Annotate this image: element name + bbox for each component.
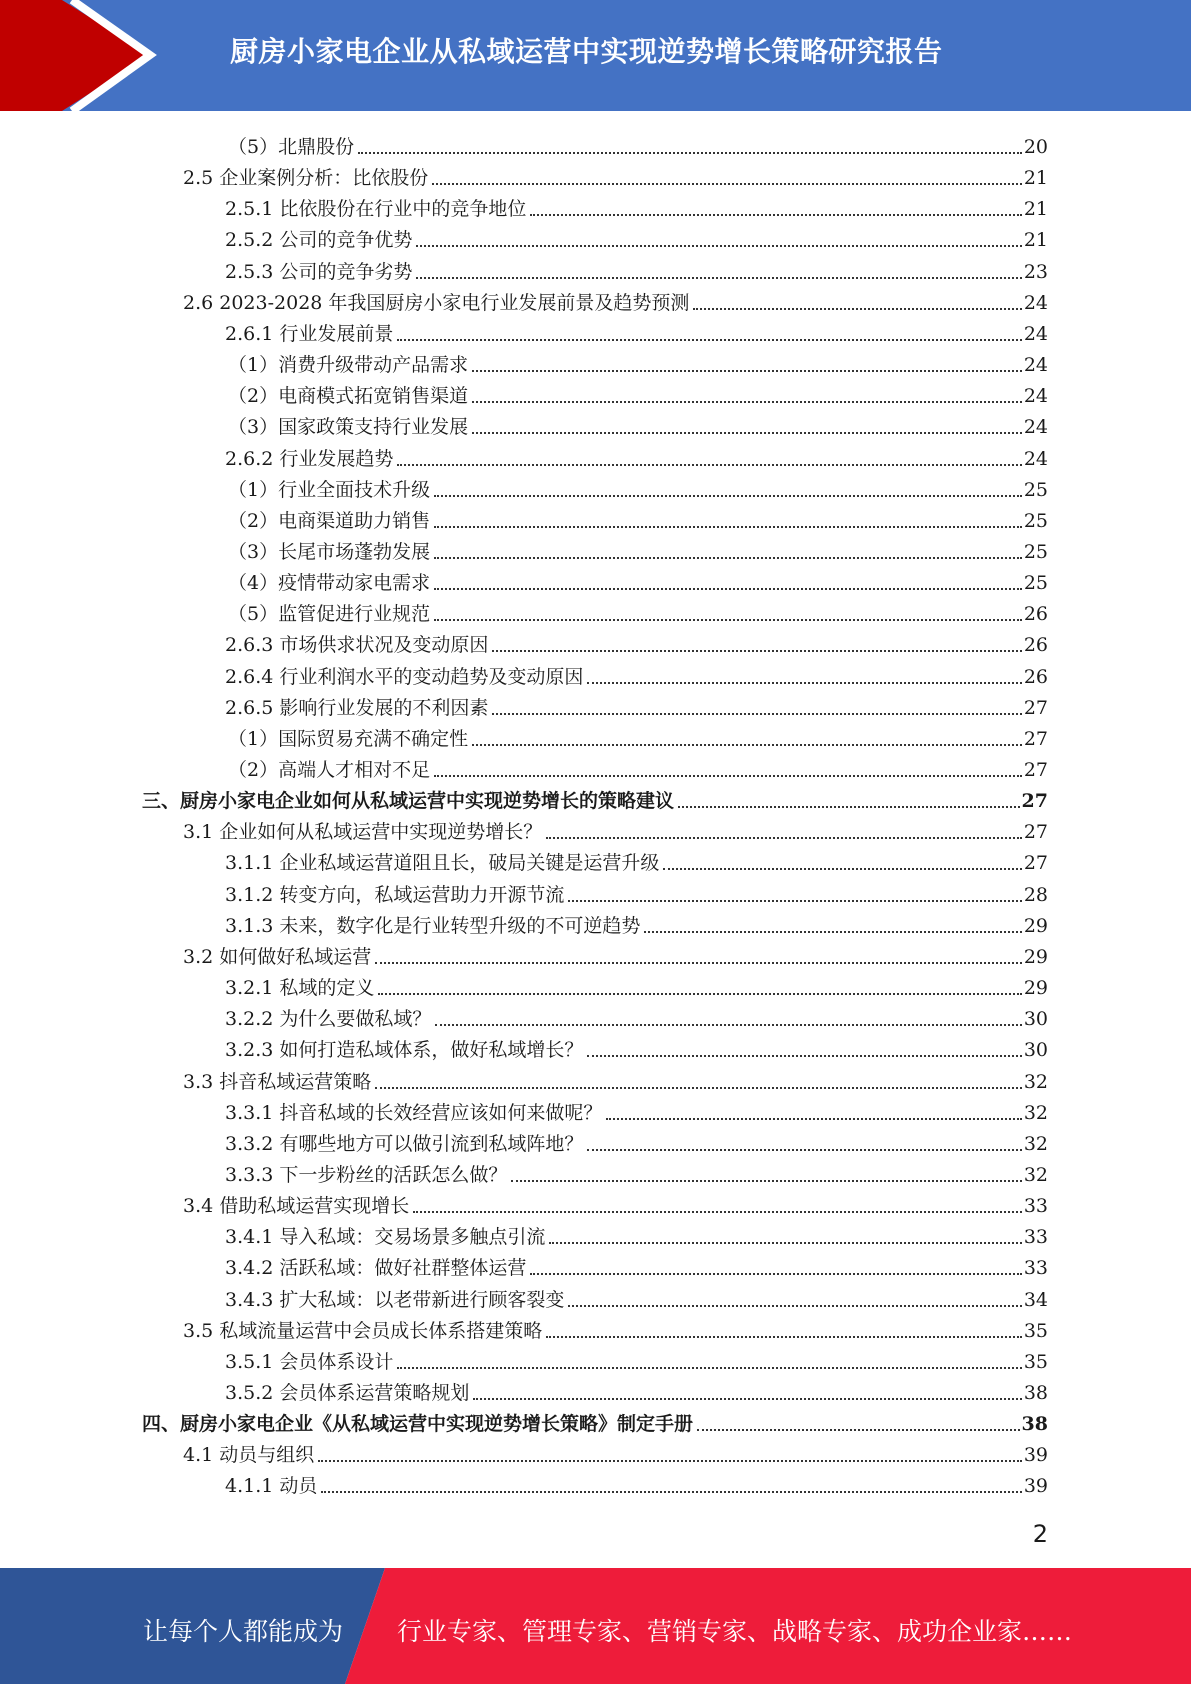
toc-dot-leader xyxy=(472,401,1022,403)
toc-entry-page: 33 xyxy=(1023,1257,1048,1280)
toc-entry-page: 30 xyxy=(1023,1039,1048,1062)
toc-entry-page: 39 xyxy=(1023,1444,1048,1467)
toc-dot-leader xyxy=(435,1024,1021,1026)
toc-entry-page: 32 xyxy=(1023,1101,1048,1124)
toc-entry-page: 33 xyxy=(1023,1195,1048,1218)
toc-entry-page: 20 xyxy=(1023,136,1048,158)
toc-dot-leader xyxy=(416,245,1021,247)
toc-entry-page: 29 xyxy=(1023,977,1048,1000)
toc-entry-page: 24 xyxy=(1023,291,1048,314)
toc-entry-label: （1）国际贸易充满不确定性 xyxy=(228,727,469,750)
toc-entry-page: 21 xyxy=(1023,198,1048,221)
toc-entry[interactable] xyxy=(0,907,1191,938)
toc-entry[interactable] xyxy=(0,1405,1191,1436)
toc-entry-page: 27 xyxy=(1023,696,1048,719)
page-number: 2 xyxy=(1032,1520,1048,1548)
toc-entry-page: 21 xyxy=(1023,167,1048,190)
toc-entry-label: 3.2.1 私域的定义 xyxy=(225,977,375,1000)
toc-dot-leader xyxy=(321,1491,1021,1493)
toc-entry[interactable] xyxy=(0,626,1191,657)
report-title: 厨房小家电企业从私域运营中实现逆势增长策略研究报告 xyxy=(230,35,943,68)
toc-dot-leader xyxy=(434,557,1022,559)
toc-entry-page: 24 xyxy=(1023,322,1048,345)
toc-entry-page: 27 xyxy=(1021,790,1048,813)
toc-entry-label: 3.3.1 抖音私域的长效经营应该如何来做呢？ xyxy=(225,1101,603,1124)
toc-dot-leader xyxy=(318,1460,1022,1462)
toc-entry-label: 四、厨房小家电企业《从私域运营中实现逆势增长策略》制定手册 xyxy=(142,1413,694,1436)
toc-entry[interactable] xyxy=(0,440,1191,471)
toc-dot-leader xyxy=(416,277,1021,279)
toc-dot-leader xyxy=(663,868,1021,870)
toc-dot-leader xyxy=(434,775,1022,777)
toc-entry-label: （2）电商渠道助力销售 xyxy=(228,509,431,532)
toc-dot-leader xyxy=(568,1305,1021,1307)
toc-entry[interactable] xyxy=(0,658,1191,689)
toc-entry-page: 27 xyxy=(1023,852,1048,875)
toc-dot-leader xyxy=(606,1118,1021,1120)
toc-entry[interactable] xyxy=(0,1249,1191,1280)
toc-entry[interactable] xyxy=(0,284,1191,315)
toc-dot-leader xyxy=(530,1273,1021,1275)
toc-dot-leader xyxy=(358,152,1022,154)
toc-entry[interactable] xyxy=(0,720,1191,751)
page-header xyxy=(0,0,1191,111)
toc-entry[interactable] xyxy=(0,751,1191,782)
toc-dot-leader xyxy=(568,900,1021,902)
toc-entry-label: 3.4.3 扩大私域：以老带新进行顾客裂变 xyxy=(225,1288,565,1311)
footer-slogan-left: 让每个人都能成为 xyxy=(143,1617,344,1646)
toc-dot-leader xyxy=(693,308,1021,310)
toc-entry-label: 3.5 私域流量运营中会员成长体系搭建策略 xyxy=(183,1319,543,1342)
toc-entry-label: 2.6.2 行业发展趋势 xyxy=(225,447,394,470)
toc-dot-leader xyxy=(530,214,1021,216)
toc-entry-page: 34 xyxy=(1023,1288,1048,1311)
toc-entry[interactable] xyxy=(0,377,1191,408)
toc-entry-label: （4）疫情带动家电需求 xyxy=(228,572,431,595)
toc-entry[interactable] xyxy=(0,253,1191,284)
toc-entry-label: （2）高端人才相对不足 xyxy=(228,759,431,781)
toc-dot-leader xyxy=(492,650,1021,652)
toc-entry-label: 4.1 动员与组织 xyxy=(183,1444,315,1467)
toc-entry[interactable] xyxy=(0,1218,1191,1249)
toc-entry[interactable] xyxy=(0,533,1191,564)
footer-slogan-right: 行业专家、管理专家、营销专家、战略专家、成功企业家…… xyxy=(397,1617,1073,1646)
toc-entry[interactable] xyxy=(0,471,1191,502)
toc-entry-label: 3.1.1 企业私域运营道阻且长，破局关键是运营升级 xyxy=(225,852,660,875)
toc-entry-page: 25 xyxy=(1023,478,1048,501)
toc-entry-label: 3.4.1 导入私域：交易场景多触点引流 xyxy=(225,1226,546,1249)
page-footer xyxy=(0,1568,1191,1684)
toc-entry-label: 3.2.2 为什么要做私域？ xyxy=(225,1008,432,1031)
toc-entry-label: 3.3 抖音私域运营策略 xyxy=(183,1070,372,1093)
toc-entry-page: 25 xyxy=(1023,509,1048,532)
toc-entry-page: 35 xyxy=(1023,1350,1048,1373)
toc-dot-leader xyxy=(397,1367,1021,1369)
toc-entry-label: 2.5.1 比依股份在行业中的竞争地位 xyxy=(225,198,527,221)
toc-entry-label: （5）监管促进行业规范 xyxy=(228,603,431,626)
toc-entry-label: 4.1.1 动员 xyxy=(225,1475,318,1498)
toc-dot-leader xyxy=(473,1398,1021,1400)
toc-entry-page: 23 xyxy=(1023,260,1048,283)
toc-entry-label: 2.5.3 公司的竞争劣势 xyxy=(225,260,413,283)
toc-entry[interactable] xyxy=(0,1436,1191,1467)
toc-dot-leader xyxy=(549,1242,1021,1244)
toc-entry-page: 27 xyxy=(1023,727,1048,750)
toc-entry-label: 3.3.2 有哪些地方可以做引流到私域阵地？ xyxy=(225,1132,584,1155)
toc-entry-label: 2.6.5 影响行业发展的不利因素 xyxy=(225,696,489,719)
toc-entry[interactable] xyxy=(0,1031,1191,1062)
toc-dot-leader xyxy=(434,619,1022,621)
toc-entry-label: 3.2 如何做好私域运营 xyxy=(183,945,372,968)
toc-entry[interactable] xyxy=(0,221,1191,252)
toc-entry[interactable] xyxy=(0,1063,1191,1094)
toc-entry[interactable] xyxy=(0,1281,1191,1312)
toc-dot-leader xyxy=(432,183,1022,185)
toc-entry-label: 2.6.1 行业发展前景 xyxy=(225,322,394,345)
toc-dot-leader xyxy=(697,1429,1020,1431)
toc-entry-page: 38 xyxy=(1023,1382,1048,1404)
toc-entry-label: 2.6.4 行业利润水平的变动趋势及变动原因 xyxy=(225,665,584,688)
toc-entry-label: 三、厨房小家电企业如何从私域运营中实现逆势增长的策略建议 xyxy=(142,790,675,813)
toc-entry[interactable] xyxy=(0,128,1191,159)
toc-entry-page: 32 xyxy=(1023,1132,1048,1155)
toc-entry[interactable] xyxy=(0,315,1191,346)
toc-dot-leader xyxy=(492,713,1021,715)
toc-entry-label: 2.6.3 市场供求状况及变动原因 xyxy=(225,634,489,657)
toc-entry-page: 28 xyxy=(1023,883,1048,906)
toc-entry-label: 3.3.3 下一步粉丝的活跃怎么做？ xyxy=(225,1163,508,1186)
toc-dot-leader xyxy=(511,1180,1021,1182)
toc-entry-label: 3.2.3 如何打造私域体系，做好私域增长？ xyxy=(225,1039,584,1062)
toc-entry-page: 29 xyxy=(1023,945,1048,968)
toc-entry-label: 3.5.2 会员体系运营策略规划 xyxy=(225,1382,470,1404)
toc-dot-leader xyxy=(587,1055,1021,1057)
toc-entry[interactable] xyxy=(0,969,1191,1000)
toc-entry[interactable] xyxy=(0,1312,1191,1343)
toc-entry[interactable] xyxy=(0,689,1191,720)
toc-entry-label: 3.1.3 未来，数字化是行业转型升级的不可逆趋势 xyxy=(225,914,641,937)
toc-dot-leader xyxy=(546,1336,1022,1338)
toc-entry-label: （2）电商模式拓宽销售渠道 xyxy=(228,385,469,408)
toc-dot-leader xyxy=(472,432,1022,434)
toc-dot-leader xyxy=(397,339,1021,341)
toc-dot-leader xyxy=(378,993,1021,995)
toc-dot-leader xyxy=(546,837,1022,839)
toc-entry-label: （1）行业全面技术升级 xyxy=(228,478,431,501)
toc-entry[interactable] xyxy=(0,844,1191,875)
toc-dot-leader xyxy=(678,806,1020,808)
toc-entry-label: （3）长尾市场蓬勃发展 xyxy=(228,540,431,563)
toc-dot-leader xyxy=(434,495,1022,497)
toc-entry[interactable] xyxy=(0,1125,1191,1156)
toc-entry-label: 3.4 借助私域运营实现增长 xyxy=(183,1195,410,1218)
toc-entry-label: 2.5 企业案例分析：比依股份 xyxy=(183,167,429,190)
toc-entry-label: （1）消费升级带动产品需求 xyxy=(228,354,469,377)
toc-dot-leader xyxy=(397,464,1021,466)
toc-entry[interactable] xyxy=(0,813,1191,844)
toc-entry[interactable] xyxy=(0,1374,1191,1405)
toc-dot-leader xyxy=(587,682,1021,684)
toc-entry-page: 30 xyxy=(1023,1008,1048,1031)
toc-entry-page: 25 xyxy=(1023,572,1048,595)
toc-entry[interactable] xyxy=(0,1156,1191,1187)
toc-entry[interactable] xyxy=(0,1187,1191,1218)
toc-dot-leader xyxy=(472,744,1022,746)
toc-entry[interactable] xyxy=(0,1000,1191,1031)
toc-entry-label: 3.5.1 会员体系设计 xyxy=(225,1350,394,1373)
toc-entry-label: （3）国家政策支持行业发展 xyxy=(228,416,469,439)
toc-entry-label: 3.1 企业如何从私域运营中实现逆势增长？ xyxy=(183,821,543,844)
toc-entry[interactable] xyxy=(0,1094,1191,1125)
toc-entry[interactable] xyxy=(0,782,1191,813)
toc-entry-page: 24 xyxy=(1023,416,1048,439)
toc-entry-label: 2.5.2 公司的竞争优势 xyxy=(225,229,413,252)
toc-dot-leader xyxy=(434,588,1022,590)
toc-entry[interactable] xyxy=(0,408,1191,439)
toc-entry-page: 27 xyxy=(1023,821,1048,844)
toc-dot-leader xyxy=(472,370,1022,372)
toc-entry[interactable] xyxy=(0,595,1191,626)
toc-entry-page: 27 xyxy=(1023,759,1048,781)
toc-entry[interactable] xyxy=(0,159,1191,190)
toc-entry-page: 35 xyxy=(1023,1319,1048,1342)
toc-entry-page: 21 xyxy=(1023,229,1048,252)
toc-entry-page: 32 xyxy=(1023,1163,1048,1186)
toc-entry-label: 3.4.2 活跃私域：做好社群整体运营 xyxy=(225,1257,527,1280)
toc-dot-leader xyxy=(644,931,1021,933)
toc-entry[interactable] xyxy=(0,502,1191,533)
toc-entry-page: 29 xyxy=(1023,914,1048,937)
toc-dot-leader xyxy=(375,1087,1022,1089)
toc-dot-leader xyxy=(413,1211,1022,1213)
toc-entry[interactable] xyxy=(0,938,1191,969)
toc-dot-leader xyxy=(375,962,1022,964)
toc-entry-page: 33 xyxy=(1023,1226,1048,1249)
toc-entry-page: 24 xyxy=(1023,385,1048,408)
toc-entry-page: 32 xyxy=(1023,1070,1048,1093)
toc-entry-page: 38 xyxy=(1021,1413,1048,1436)
toc-entry[interactable] xyxy=(0,876,1191,907)
toc-entry-page: 26 xyxy=(1023,665,1048,688)
toc-entry[interactable] xyxy=(0,1467,1191,1498)
toc-entry-page: 26 xyxy=(1023,634,1048,657)
toc-entry-label: 3.1.2 转变方向，私域运营助力开源节流 xyxy=(225,883,565,906)
toc-entry[interactable] xyxy=(0,1343,1191,1374)
toc-entry[interactable] xyxy=(0,346,1191,377)
toc-entry[interactable] xyxy=(0,190,1191,221)
toc-entry-label: 2.6 2023-2028 年我国厨房小家电行业发展前景及趋势预测 xyxy=(183,291,690,314)
toc-entry-page: 25 xyxy=(1023,540,1048,563)
toc-entry-label: （5）北鼎股份 xyxy=(228,136,355,158)
toc-entry-page: 24 xyxy=(1023,354,1048,377)
toc-entry[interactable] xyxy=(0,564,1191,595)
toc-dot-leader xyxy=(587,1149,1021,1151)
toc-entry-page: 39 xyxy=(1023,1475,1048,1498)
toc-dot-leader xyxy=(434,526,1022,528)
toc-entry-page: 24 xyxy=(1023,447,1048,470)
toc-entry-page: 26 xyxy=(1023,603,1048,626)
